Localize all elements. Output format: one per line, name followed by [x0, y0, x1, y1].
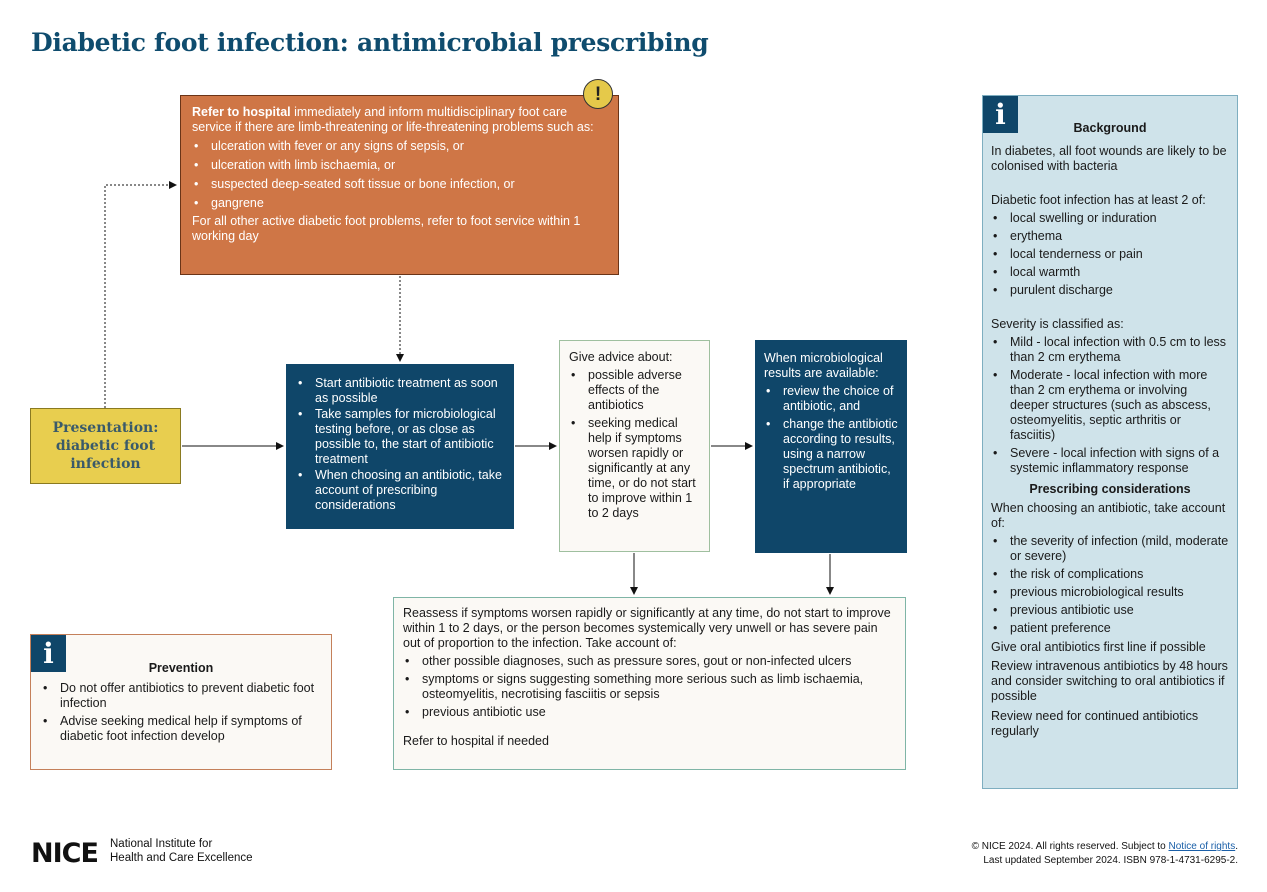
nice-logo: NICE	[31, 838, 98, 869]
list-item: • local tenderness or pain	[991, 247, 1229, 262]
background-text: Diabetic foot infection has at least 2 of:	[991, 193, 1206, 207]
list-item: • Start antibiotic treatment as soon as possible	[296, 376, 504, 406]
presentation-label: Presentation: diabetic foot infection	[52, 420, 159, 472]
notice-of-rights-link[interactable]: Notice of rights	[1168, 841, 1236, 852]
copyright-notice	[972, 840, 1238, 868]
list-item: • review the choice of antibiotic, and	[764, 384, 898, 414]
list-item: • the severity of infection (mild, moderate or severe)	[991, 534, 1229, 564]
list-item: • seeking medical help if symptoms worsen rapidly or significantly at any time, or do not start to improve within 1 to 2 days	[569, 416, 700, 521]
list-item: • symptoms or signs suggesting something more serious such as limb ischaemia, osteomyelitis, necrotising fasciitis or sepsis	[403, 672, 896, 702]
prescribing-heading: Prescribing considerations	[1029, 482, 1191, 496]
start-treatment-box	[286, 364, 514, 529]
list-item: • Take samples for microbiological testing before, or as close as possible to, the start of antibiotic treatment	[296, 407, 504, 467]
background-text: When choosing an antibiotic, take account of:	[991, 501, 1226, 530]
list-item: • When choosing an antibiotic, take account of prescribing considerations	[296, 468, 504, 513]
list-item: • gangrene	[192, 196, 607, 211]
list-item: • Moderate - local infection with more than 2 cm erythema or involving deeper structures (such as abscess, osteomyelitis, septic arthritis or fasciitis)	[991, 368, 1229, 443]
microbiology-results-box	[755, 340, 907, 553]
list-item: • patient preference	[991, 621, 1229, 636]
list-item: • change the antibiotic according to results, using a narrow spectrum antibiotic, if appropriate	[764, 417, 898, 492]
rights-text: © NICE 2024. All rights reserved. Subject to	[971, 841, 1169, 852]
background-panel	[982, 95, 1238, 789]
list-item: • ulceration with fever or any signs of sepsis, or	[192, 139, 607, 154]
page-title: Diabetic foot infection: antimicrobial prescribing	[31, 28, 709, 57]
list-item: • local swelling or induration	[991, 211, 1229, 226]
org-line: Health and Care Excellence	[110, 852, 253, 864]
organisation-name	[110, 837, 253, 865]
list-item: • erythema	[991, 229, 1229, 244]
dotted-connector-presentation-to-hospital	[105, 185, 176, 408]
org-line: National Institute for	[110, 838, 213, 850]
list-item: • purulent discharge	[991, 283, 1229, 298]
hospital-lead-bold: Refer to hospital	[192, 105, 291, 119]
info-icon: i	[31, 635, 66, 672]
list-item: • the risk of complications	[991, 567, 1229, 582]
hospital-referral-box	[180, 95, 619, 275]
list-item: • Severe - local infection with signs of a systemic inflammatory response	[991, 446, 1229, 476]
list-item: • ulceration with limb ischaemia, or	[192, 158, 607, 173]
list-item: • suspected deep-seated soft tissue or bone infection, or	[192, 177, 607, 192]
hospital-criteria-list	[192, 139, 607, 211]
prevention-heading: Prevention	[148, 661, 214, 675]
list-item: • local warmth	[991, 265, 1229, 280]
presentation-box	[30, 408, 181, 484]
background-text: Review intravenous antibiotics by 48 hours and consider switching to oral antibiotics if possible	[991, 659, 1228, 703]
background-text: In diabetes, all foot wounds are likely to be colonised with bacteria	[991, 144, 1227, 173]
rights-text-end: .	[1235, 841, 1238, 852]
micro-heading: When microbiological results are available:	[764, 351, 883, 380]
list-item: • previous antibiotic use	[991, 603, 1229, 618]
list-item: • Mild - local infection with 0.5 cm to less than 2 cm erythema	[991, 335, 1229, 365]
list-item: • Do not offer antibiotics to prevent diabetic foot infection	[41, 681, 321, 711]
hospital-tail-text: For all other active diabetic foot problems, refer to foot service within 1 working day	[192, 214, 581, 243]
reassess-box	[393, 597, 906, 770]
hospital-lead-text: immediately and inform multidisciplinary foot care service if there are limb-threatening or life-threatening problems such as:	[192, 105, 594, 134]
list-item: • possible adverse effects of the antibiotics	[569, 368, 700, 413]
background-heading: Background	[1073, 121, 1147, 135]
refer-to-hospital-text: Refer to hospital if needed	[403, 734, 549, 748]
advice-box	[559, 340, 710, 552]
prevention-box	[30, 634, 332, 770]
list-item: • previous microbiological results	[991, 585, 1229, 600]
background-text: Severity is classified as:	[991, 317, 1124, 331]
list-item: • other possible diagnoses, such as pressure sores, gout or non-infected ulcers	[403, 654, 896, 669]
reassess-intro: Reassess if symptoms worsen rapidly or significantly at any time, do not start to improve within 1 to 2 days, or the person becomes systemically very unwell or has severe pain out of proportion to the infection. Take account of:	[403, 606, 891, 650]
advice-heading: Give advice about:	[569, 350, 673, 364]
list-item: • previous antibiotic use	[403, 705, 896, 720]
warning-icon: !	[583, 79, 613, 109]
list-item: • Advise seeking medical help if symptoms of diabetic foot infection develop	[41, 714, 321, 744]
background-text: Give oral antibiotics first line if possible	[991, 640, 1206, 654]
background-text: Review need for continued antibiotics regularly	[991, 709, 1199, 738]
last-updated-text: Last updated September 2024. ISBN 978-1-4731-6295-2.	[983, 855, 1238, 866]
info-icon: i	[983, 96, 1018, 133]
